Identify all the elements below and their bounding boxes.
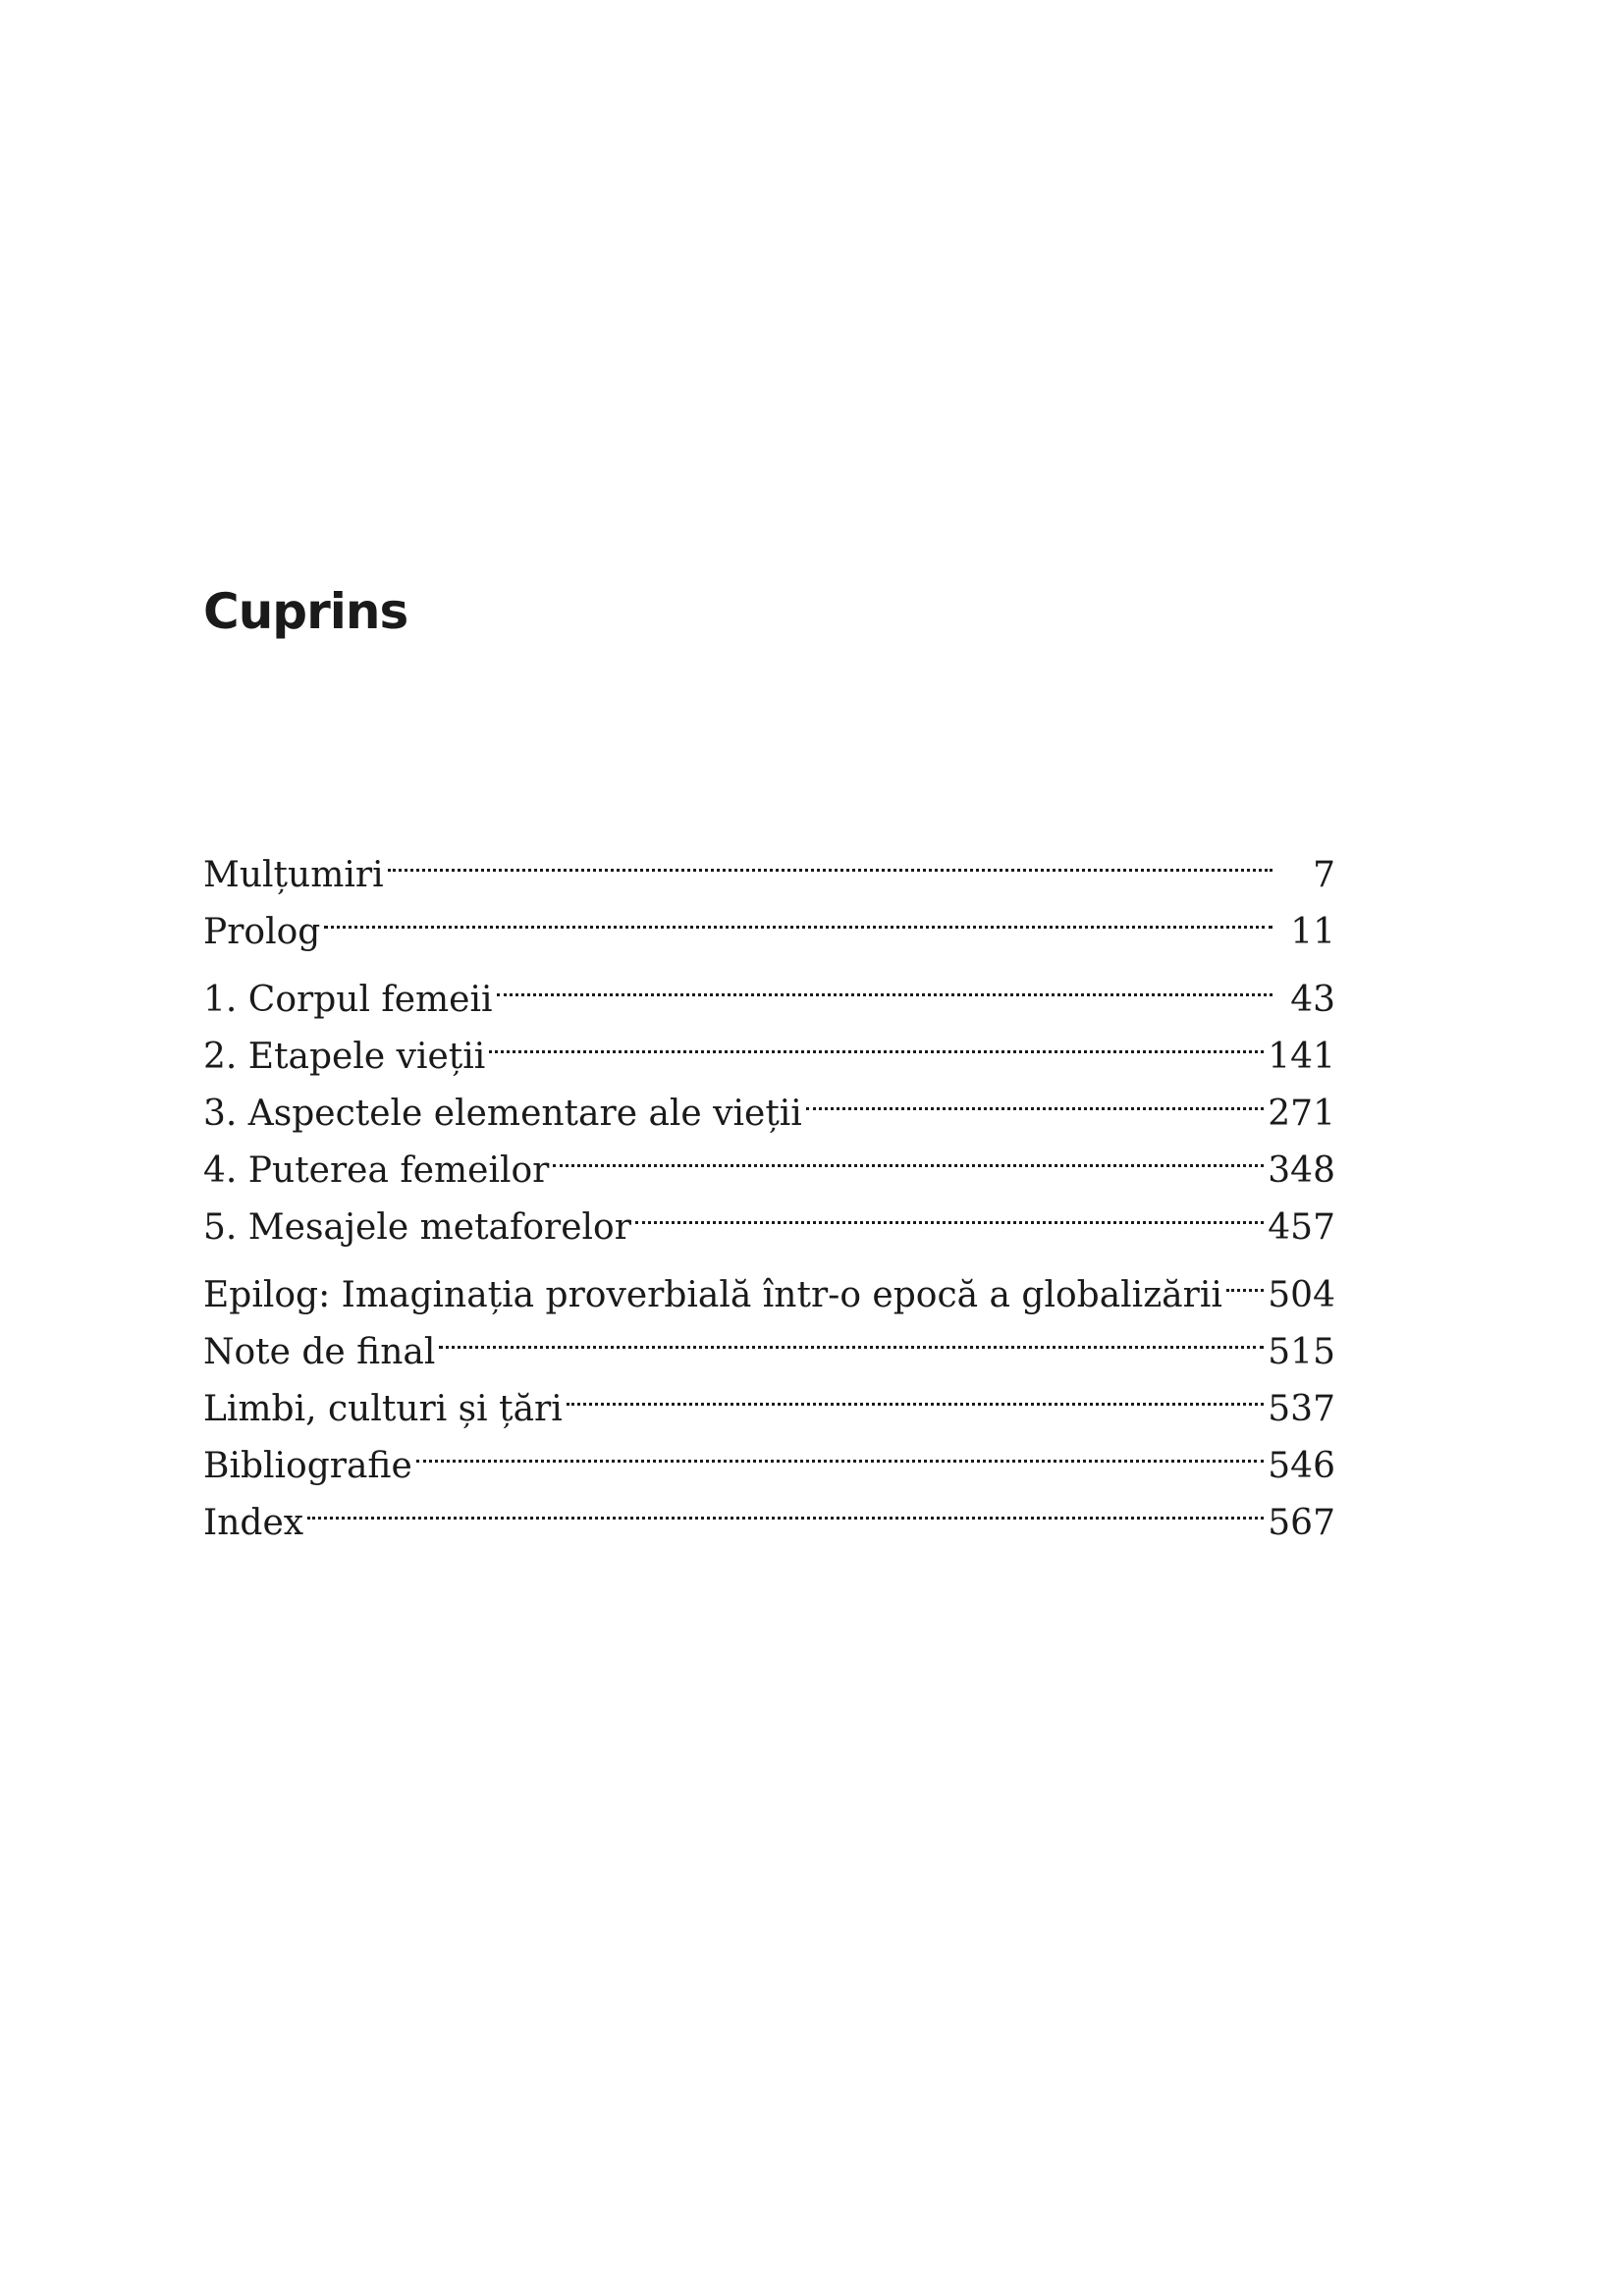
toc-front-matter	[203, 829, 1335, 952]
toc-entry[interactable]	[203, 829, 1335, 895]
toc-entry-page: 141	[1268, 1037, 1335, 1077]
toc-entry-page: 546	[1268, 1446, 1335, 1486]
toc-entry-label: Note de final	[203, 1332, 436, 1372]
dot-leader	[1226, 1250, 1264, 1307]
dot-leader	[324, 886, 1272, 943]
dot-leader	[388, 829, 1272, 886]
toc-entry-label: Prolog	[203, 912, 321, 952]
dot-leader	[497, 954, 1272, 1011]
toc-entry-page: 43	[1290, 980, 1335, 1020]
toc-entry-label: Bibliografie	[203, 1446, 412, 1486]
toc-entry-page: 537	[1268, 1389, 1335, 1429]
toc-entry[interactable]	[203, 1250, 1335, 1315]
dot-leader	[635, 1182, 1264, 1239]
dot-leader	[806, 1068, 1264, 1125]
toc-entry-label: 3. Aspectele elementare ale vieții	[203, 1094, 802, 1134]
dot-leader	[567, 1363, 1265, 1420]
table-of-contents	[203, 829, 1335, 1543]
toc-entry-label: 1. Corpul femeii	[203, 980, 493, 1020]
toc-entry-label: 2. Etapele vieții	[203, 1037, 486, 1077]
toc-entry[interactable]	[203, 886, 1335, 952]
toc-entry-page: 515	[1268, 1332, 1335, 1372]
toc-back-matter	[203, 1250, 1335, 1543]
toc-entry[interactable]	[203, 1477, 1335, 1543]
toc-entry-label: Index	[203, 1503, 304, 1543]
toc-entry[interactable]	[203, 954, 1335, 1020]
toc-entry-page: 271	[1268, 1094, 1335, 1134]
dot-leader	[439, 1307, 1264, 1363]
toc-entry-page: 11	[1290, 912, 1335, 952]
dot-leader	[307, 1477, 1264, 1534]
page-title: Cuprins	[203, 583, 408, 640]
toc-entry-label: Epilog: Imaginația proverbială într-o epocă a globalizării	[203, 1275, 1222, 1315]
dot-leader	[489, 1011, 1264, 1068]
toc-entry-page: 348	[1268, 1150, 1335, 1191]
toc-entry-label: Mulțumiri	[203, 855, 384, 895]
dot-leader	[416, 1420, 1265, 1477]
toc-entry-page: 567	[1268, 1503, 1335, 1543]
toc-chapters	[203, 954, 1335, 1248]
toc-entry-page: 457	[1268, 1207, 1335, 1248]
toc-entry-page: 7	[1313, 855, 1335, 895]
toc-entry-page: 504	[1268, 1275, 1335, 1315]
toc-entry-label: 5. Mesajele metaforelor	[203, 1207, 631, 1248]
toc-entry-label: 4. Puterea femeilor	[203, 1150, 550, 1191]
dot-leader	[553, 1125, 1264, 1182]
toc-entry-label: Limbi, culturi și țări	[203, 1389, 563, 1429]
